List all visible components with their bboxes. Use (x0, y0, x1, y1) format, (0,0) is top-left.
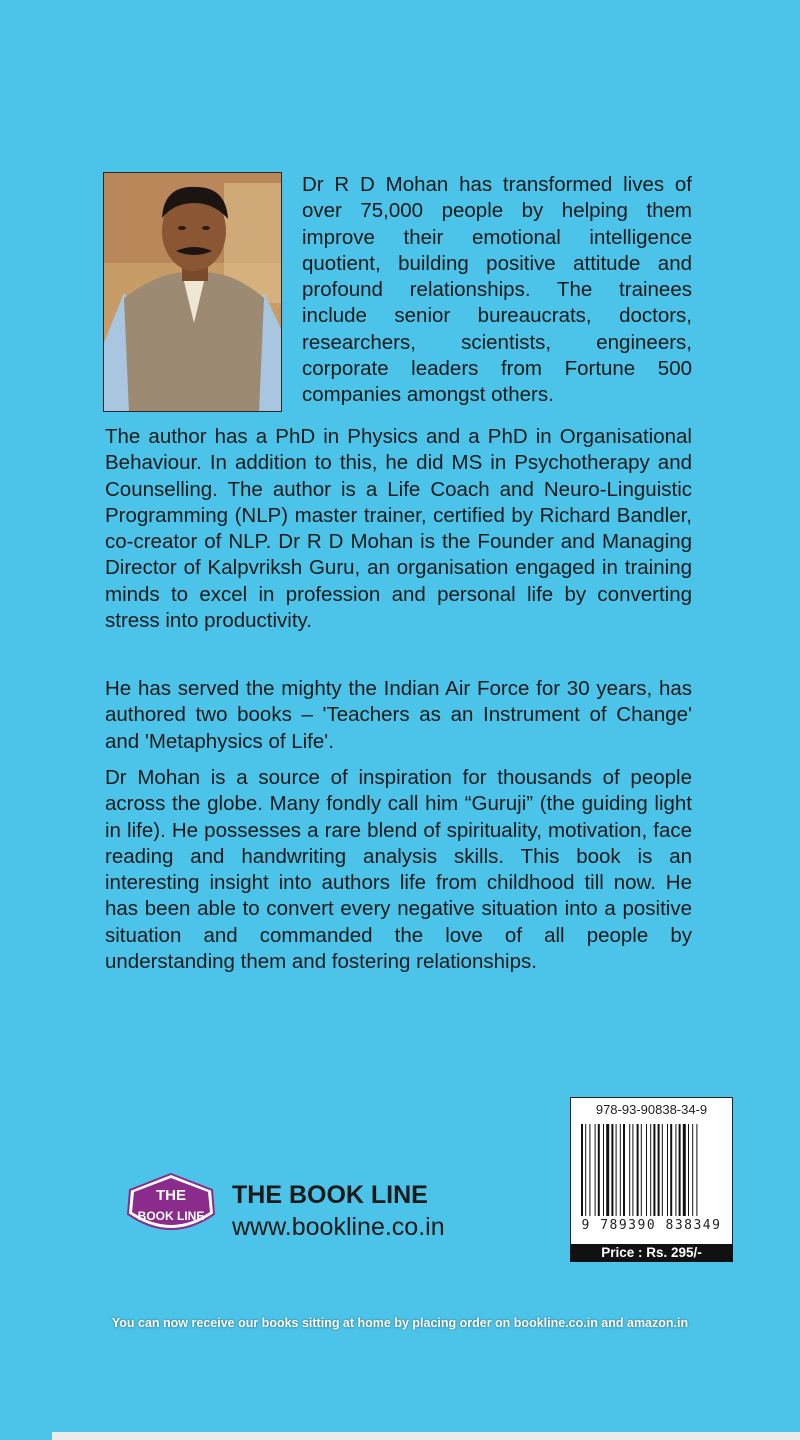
barcode-bar (637, 1124, 639, 1216)
footer-order-note: You can now receive our books sitting at home by placing order on bookline.co.in and amazon.in (111, 1316, 689, 1330)
author-intro-text: Dr R D Mohan has transformed lives of over 75,000 people by helping them improve their emotional intelligence quotient, building positive attitude and profound relationships. The trainees include senior bureaucrats, doctors, researchers, scientists, engineers, corporate leaders from Fortune 500 companies amongst others. (302, 173, 692, 407)
barcode-bar (670, 1124, 672, 1216)
barcode-bars (581, 1124, 724, 1216)
barcode-bar (692, 1124, 693, 1216)
publisher-logo (124, 1172, 218, 1242)
page-edge-strip (52, 1432, 800, 1440)
barcode-bar (667, 1124, 668, 1216)
barcode-bar (629, 1124, 630, 1216)
barcode-bar (581, 1124, 583, 1216)
barcode-bar (650, 1124, 651, 1216)
barcode (570, 1097, 733, 1245)
author-credentials-paragraph: The author has a PhD in Physics and a PhD in Organisational Behaviour. In addition to this, he did MS in Psychotherapy and Counselling. The author is a Life Coach and Neuro-Linguistic Programming (NLP) master trainer, certified by Richard Bandler, co-creator of NLP. Dr R D Mohan is the Founder and Managing Director of Kalpvriksh Guru, an organisation engaged in training minds to excel in profession and personal life by converting stress into productivity. (105, 425, 692, 633)
barcode-bar (620, 1124, 621, 1216)
logo-text-bottom: BOOK LINE (137, 1209, 205, 1223)
author-inspiration-paragraph: Dr Mohan is a source of inspiration for thousands of people across the globe. Many fondly call him “Guruji” (the guiding light in life). He possesses a rare blend of spirituality, motivation, face reading and handwriting analysis skills. This book is an interesting insight into authors life from childhood till now. He has been able to convert every negative situation into a positive situation and commanded the love of all people by understanding them and fostering relationships. (105, 766, 692, 974)
barcode-bar (675, 1124, 676, 1216)
barcode-bar (606, 1124, 609, 1216)
barcode-bar (632, 1124, 633, 1216)
author-service-paragraph: He has served the mighty the Indian Air Force for 30 years, has authored two books – 'Teachers as an Instrument of Change' and 'Metaphysics of Life'. (105, 677, 692, 753)
barcode-bar (598, 1124, 600, 1216)
barcode-bar (658, 1124, 660, 1216)
barcode-bar (623, 1124, 625, 1216)
barcode-bar (585, 1124, 586, 1216)
barcode-bar (679, 1124, 681, 1216)
barcode-bar (589, 1124, 590, 1216)
publisher-url: www.bookline.co.in (232, 1213, 445, 1241)
author-photo (103, 172, 282, 412)
barcode-bar (688, 1124, 689, 1216)
price-label: Price : Rs. 295/- (570, 1244, 733, 1262)
barcode-bar (641, 1124, 642, 1216)
barcode-bar (683, 1124, 686, 1216)
barcode-bar (603, 1124, 604, 1216)
barcode-digits: 9 789390 838349 (581, 1218, 722, 1233)
publisher-name: THE BOOK LINE (232, 1181, 428, 1209)
barcode-bar (595, 1124, 596, 1216)
barcode-bar (611, 1124, 613, 1216)
barcode-bar (653, 1124, 655, 1216)
barcode-bar (616, 1124, 617, 1216)
isbn-number: 978-93-90838-34-9 (595, 1102, 708, 1117)
barcode-bar (696, 1124, 697, 1216)
author-portrait-illustration (104, 173, 282, 412)
barcode-bar (646, 1124, 647, 1216)
logo-text-top: THE (156, 1187, 186, 1204)
barcode-bar (662, 1124, 663, 1216)
